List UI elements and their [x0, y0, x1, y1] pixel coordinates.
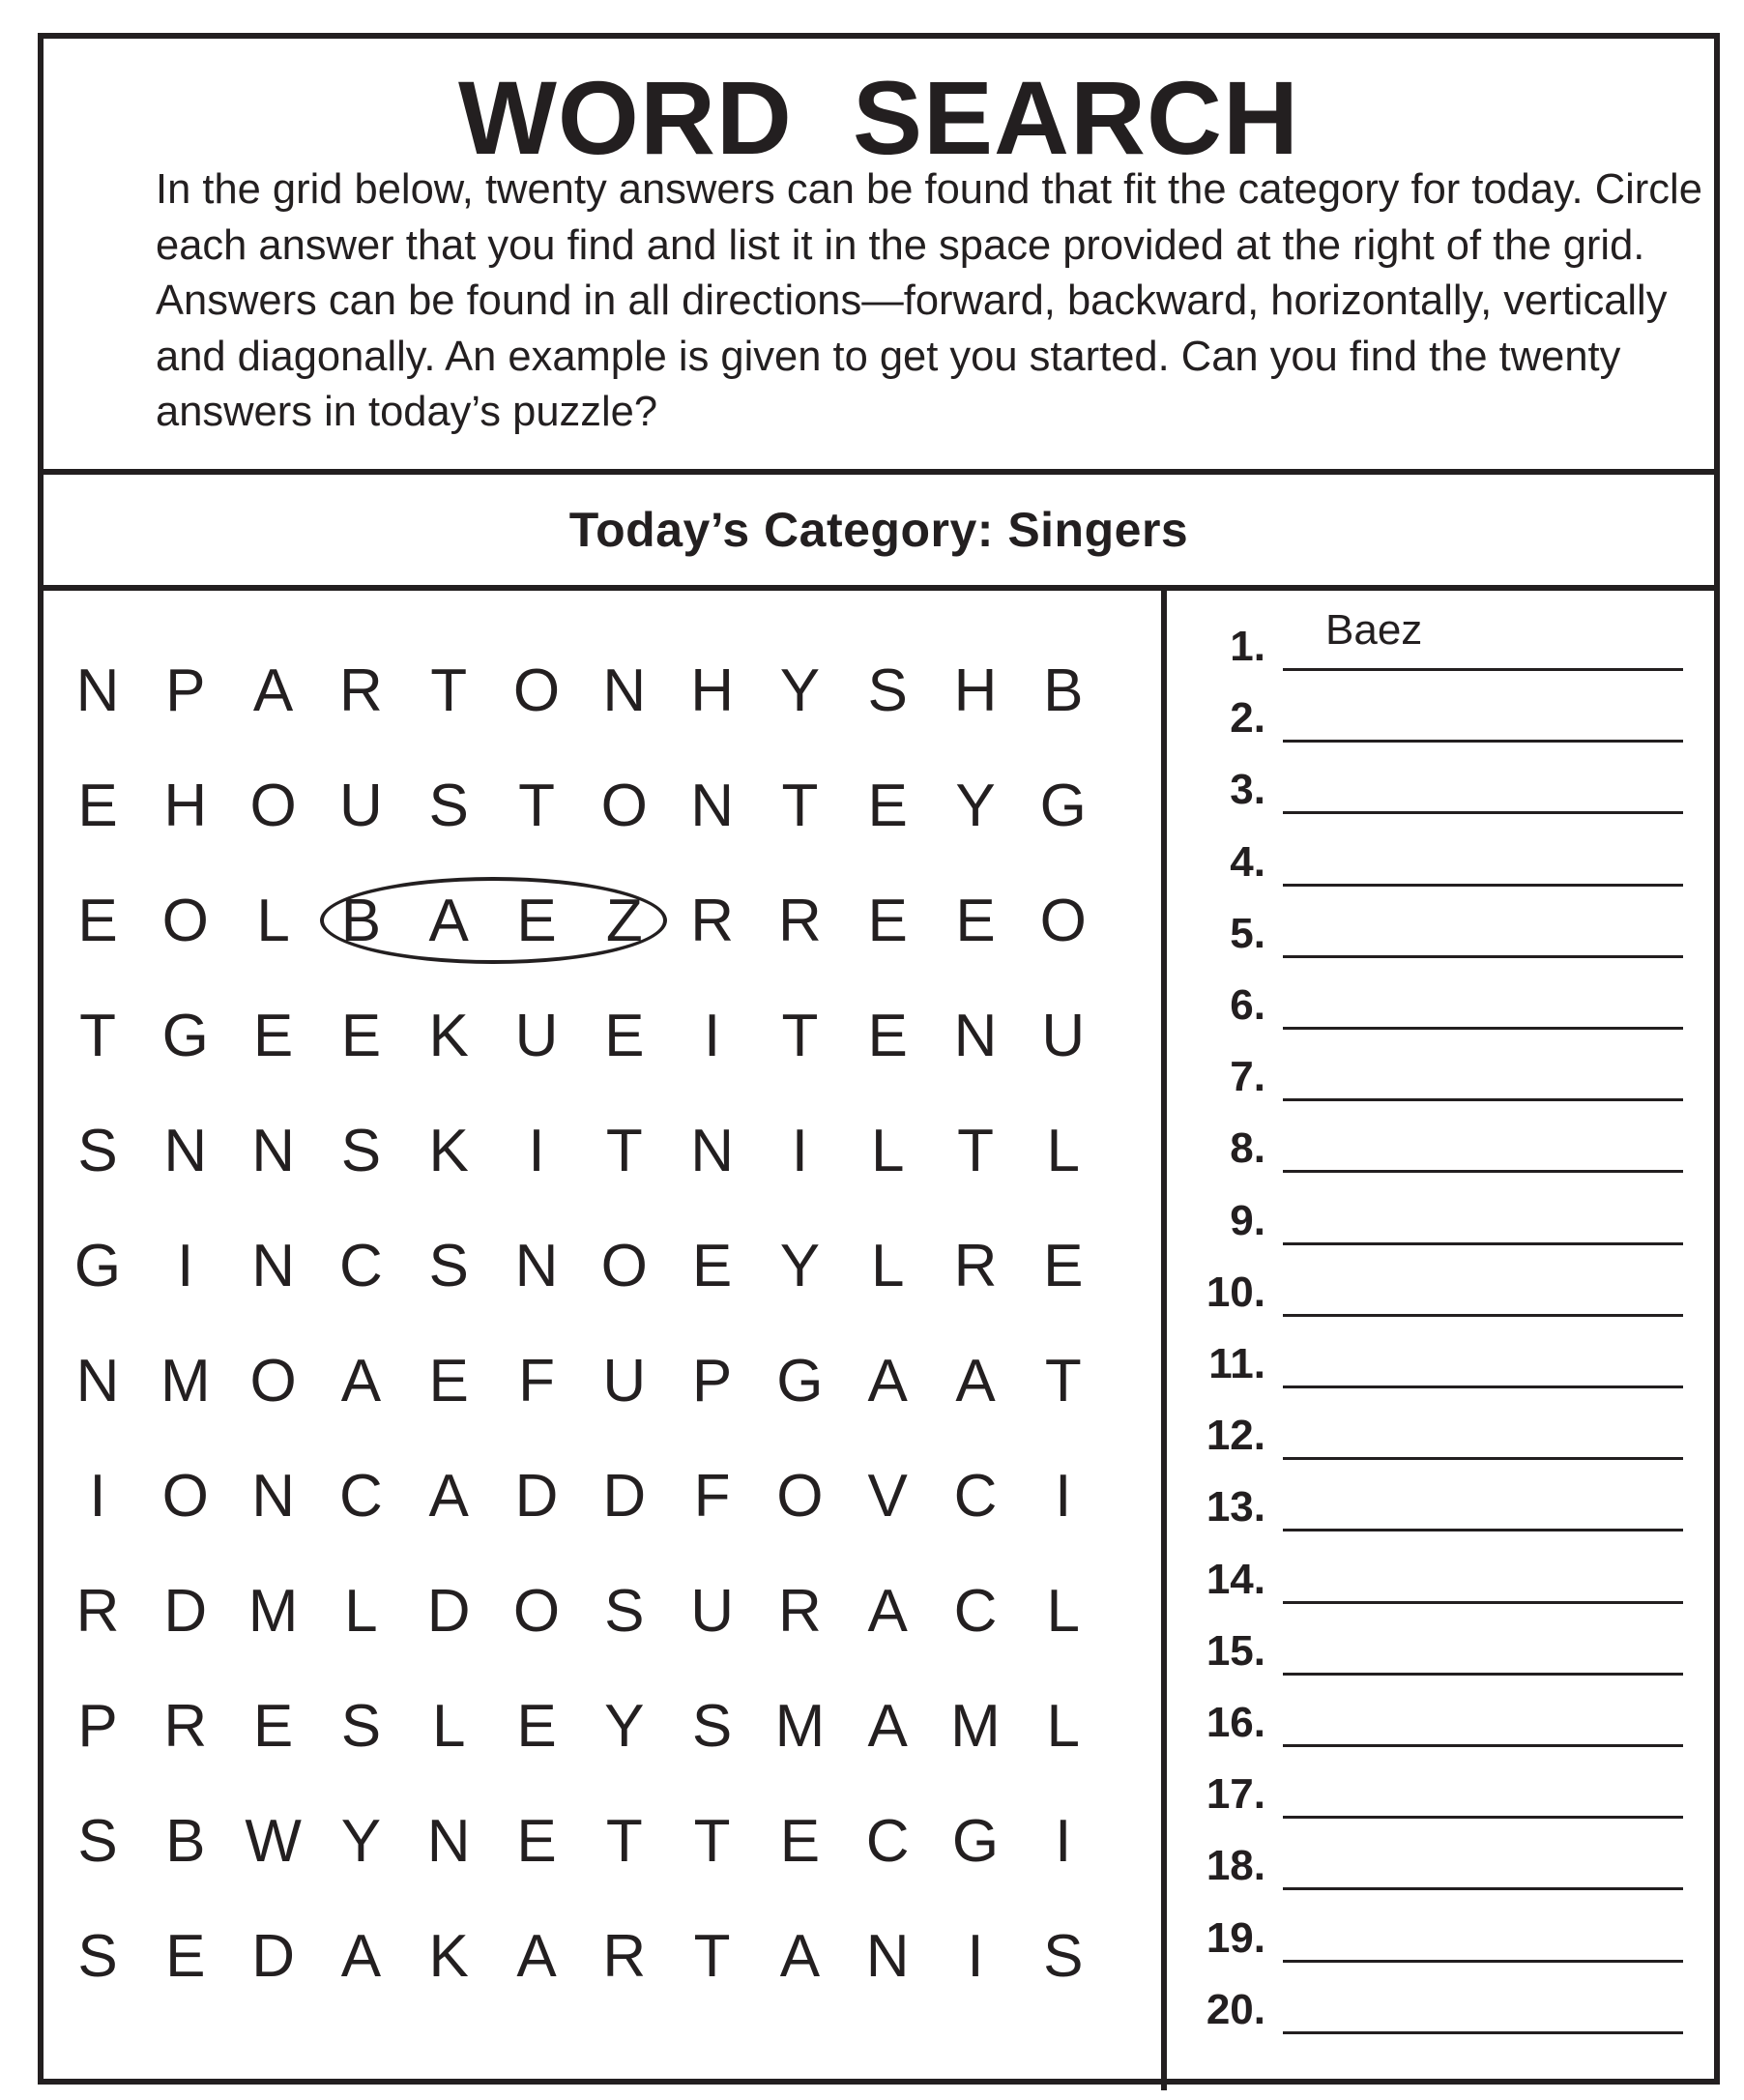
grid-letter[interactable]: S	[77, 1118, 118, 1184]
grid-letter[interactable]: A	[867, 1693, 908, 1760]
grid-letter[interactable]: C	[953, 1463, 998, 1530]
grid-letter[interactable]: O	[249, 773, 297, 839]
grid-letter[interactable]: T	[430, 657, 468, 724]
answer-number: 2.	[1230, 694, 1265, 743]
grid-letter[interactable]: L	[431, 1693, 466, 1760]
answer-blank-line[interactable]	[1283, 1960, 1683, 1963]
answer-blank-line[interactable]	[1283, 1816, 1683, 1819]
answer-number: 9.	[1230, 1196, 1265, 1244]
answer-number: 3.	[1230, 766, 1265, 814]
grid-letter[interactable]: R	[690, 888, 734, 954]
grid-letter[interactable]: T	[781, 1003, 819, 1069]
grid-letter[interactable]: Y	[779, 657, 821, 724]
grid-letter[interactable]: C	[953, 1578, 998, 1645]
grid-letter[interactable]: A	[516, 1923, 557, 1990]
instructions-text: In the grid below, twenty answers can be found that fit the category for today. Circle each answer that you find and list it in the space provided at the right of the grid. Answers can be found in all directions—forward, backward, horizontally, vertically and diagonally. An example is given to get you started. Can you find the twenty answers in today’s puzzle?	[156, 166, 1702, 435]
grid-letter[interactable]: P	[165, 657, 206, 724]
grid-letter[interactable]: A	[340, 1923, 382, 1990]
answer-blank-line[interactable]	[1283, 1601, 1683, 1604]
grid-letter[interactable]: I	[89, 1463, 106, 1530]
grid-letter[interactable]: N	[251, 1118, 295, 1184]
grid-letter[interactable]: T	[957, 1118, 994, 1184]
answer-blank-line[interactable]	[1283, 2031, 1683, 2034]
answer-blank-line[interactable]	[1283, 811, 1683, 814]
answer-number: 11.	[1208, 1340, 1265, 1387]
grid-letter[interactable]: O	[600, 1233, 648, 1299]
answer-blank-line[interactable]	[1283, 668, 1683, 671]
grid-letter[interactable]: N	[251, 1463, 295, 1530]
grid-letter[interactable]: G	[951, 1808, 1000, 1875]
answer-blank-line[interactable]	[1283, 1314, 1683, 1317]
answer-number: 16.	[1206, 1699, 1265, 1746]
answer-list	[1167, 591, 1714, 2085]
grid-letter[interactable]: E	[252, 1693, 294, 1760]
grid-letter[interactable]: T	[693, 1808, 731, 1875]
grid-letter[interactable]: L	[256, 888, 290, 954]
grid-letter[interactable]: F	[518, 1348, 555, 1415]
grid-letter[interactable]: A	[867, 1348, 908, 1415]
answer-number: 10.	[1206, 1268, 1265, 1316]
answer-blank-line[interactable]	[1283, 1170, 1683, 1173]
grid-letter[interactable]: O	[161, 888, 209, 954]
answer-blank-line[interactable]	[1283, 884, 1683, 887]
answer-blank-line[interactable]	[1283, 955, 1683, 958]
grid-letter[interactable]: O	[512, 1578, 561, 1645]
grid-letter[interactable]: L	[1046, 1578, 1081, 1645]
grid-letter[interactable]: K	[428, 1118, 469, 1184]
grid-letter[interactable]: A	[252, 657, 294, 724]
grid-letter[interactable]: O	[600, 773, 648, 839]
answer-text: Baez	[1325, 606, 1423, 654]
grid-letter[interactable]: Y	[604, 1693, 645, 1760]
answer-blank-line[interactable]	[1283, 1242, 1683, 1245]
grid-letter[interactable]: S	[428, 773, 469, 839]
grid-letter[interactable]: Y	[779, 1233, 821, 1299]
grid-letter[interactable]: E	[340, 1003, 382, 1069]
grid-letter[interactable]: E	[867, 1003, 908, 1069]
grid-letter[interactable]: R	[339, 657, 383, 724]
grid-letter[interactable]: N	[426, 1808, 471, 1875]
grid-letter[interactable]: B	[340, 888, 382, 954]
grid-letter[interactable]: S	[77, 1923, 118, 1990]
grid-letter[interactable]: N	[163, 1118, 208, 1184]
grid-letter[interactable]: L	[344, 1578, 378, 1645]
grid-letter[interactable]: E	[604, 1003, 645, 1069]
grid-letter[interactable]: L	[1046, 1118, 1081, 1184]
grid-letter[interactable]: I	[177, 1233, 194, 1299]
answer-blank-line[interactable]	[1283, 1027, 1683, 1030]
grid-letter[interactable]: L	[870, 1233, 905, 1299]
grid-letter[interactable]: M	[950, 1693, 1001, 1760]
grid-letter[interactable]: I	[703, 1003, 721, 1069]
grid-letter[interactable]: E	[516, 1808, 557, 1875]
grid-letter[interactable]: N	[865, 1923, 910, 1990]
answer-blank-line[interactable]	[1283, 1385, 1683, 1388]
grid-letter[interactable]: G	[161, 1003, 209, 1069]
grid-letter[interactable]: B	[165, 1808, 206, 1875]
grid-letter[interactable]: N	[75, 657, 120, 724]
answer-number: 5.	[1230, 909, 1265, 957]
grid-letter[interactable]: U	[602, 1348, 647, 1415]
grid-letter[interactable]: A	[955, 1348, 996, 1415]
grid-letter[interactable]: S	[691, 1693, 733, 1760]
grid-letter[interactable]: W	[245, 1808, 302, 1875]
grid-letter[interactable]: I	[791, 1118, 808, 1184]
grid-letter[interactable]: M	[160, 1348, 211, 1415]
answer-number: 4.	[1230, 837, 1265, 886]
header-panel	[44, 39, 1714, 474]
grid-letter[interactable]: E	[77, 773, 118, 839]
grid-letter[interactable]: L	[870, 1118, 905, 1184]
grid-letter[interactable]: T	[79, 1003, 116, 1069]
page-title: WORD SEARCH	[458, 59, 1299, 176]
grid-letter[interactable]: S	[340, 1693, 382, 1760]
grid-letter[interactable]: M	[774, 1693, 826, 1760]
answer-number: 19.	[1206, 1913, 1265, 1962]
grid-letter[interactable]: E	[252, 1003, 294, 1069]
grid-letter[interactable]: I	[528, 1118, 545, 1184]
grid-letter[interactable]: H	[163, 773, 208, 839]
grid-letter[interactable]: T	[1044, 1348, 1082, 1415]
grid-letter[interactable]: E	[165, 1923, 206, 1990]
grid-letter[interactable]: E	[779, 1808, 821, 1875]
grid-letter[interactable]: R	[778, 1578, 822, 1645]
grid-letter[interactable]: Z	[605, 888, 643, 954]
grid-letter[interactable]: H	[953, 657, 998, 724]
grid-letter[interactable]: E	[428, 1348, 469, 1415]
letter-grid	[44, 591, 1161, 2085]
grid-letter[interactable]: D	[251, 1923, 295, 1990]
grid-letter[interactable]: B	[1043, 657, 1084, 724]
grid-letter[interactable]: C	[865, 1808, 910, 1875]
answer-number: 1.	[1230, 623, 1265, 670]
answer-number: 6.	[1230, 981, 1265, 1029]
grid-letter[interactable]: T	[605, 1808, 643, 1875]
grid-letter[interactable]: U	[339, 773, 383, 839]
answer-blank-line[interactable]	[1283, 1673, 1683, 1676]
grid-letter[interactable]: K	[428, 1003, 469, 1069]
answer-blank-line[interactable]	[1283, 1887, 1683, 1890]
grid-letter[interactable]: Y	[340, 1808, 382, 1875]
grid-letter[interactable]: I	[967, 1923, 984, 1990]
grid-letter[interactable]: E	[691, 1233, 733, 1299]
grid-letter[interactable]: Y	[955, 773, 996, 839]
grid-letter[interactable]: N	[251, 1233, 295, 1299]
grid-letter[interactable]: U	[690, 1578, 734, 1645]
grid-letter[interactable]: D	[163, 1578, 208, 1645]
grid-letter[interactable]: D	[426, 1578, 471, 1645]
grid-letter[interactable]: P	[77, 1693, 118, 1760]
grid-letter[interactable]: N	[514, 1233, 559, 1299]
grid-letter[interactable]: O	[512, 657, 561, 724]
grid-letter[interactable]: N	[602, 657, 647, 724]
grid-letter[interactable]: N	[690, 1118, 734, 1184]
answer-blank-line[interactable]	[1283, 1529, 1683, 1531]
grid-letter[interactable]: C	[339, 1463, 383, 1530]
grid-letter[interactable]: T	[693, 1923, 731, 1990]
category-label: Today’s Category: Singers	[568, 503, 1189, 557]
grid-letter[interactable]: R	[602, 1923, 647, 1990]
grid-letter[interactable]: S	[604, 1578, 645, 1645]
grid-letter[interactable]: P	[691, 1348, 733, 1415]
grid-letter[interactable]: F	[693, 1463, 731, 1530]
grid-letter[interactable]: R	[953, 1233, 998, 1299]
grid-letter[interactable]: T	[605, 1118, 643, 1184]
grid-letter[interactable]: E	[955, 888, 996, 954]
answer-number: 7.	[1230, 1053, 1265, 1101]
answer-blank-line[interactable]	[1283, 740, 1683, 743]
grid-letter[interactable]: T	[781, 773, 819, 839]
answer-number: 18.	[1206, 1842, 1265, 1890]
grid-letter[interactable]: S	[867, 657, 908, 724]
grid-letter[interactable]: D	[514, 1463, 559, 1530]
grid-letter[interactable]: A	[428, 1463, 469, 1530]
answer-number: 20.	[1206, 1985, 1265, 2033]
grid-letter[interactable]: O	[161, 1463, 209, 1530]
answer-number: 12.	[1206, 1412, 1265, 1460]
grid-letter[interactable]: N	[75, 1348, 120, 1415]
grid-letter[interactable]: E	[77, 888, 118, 954]
grid-letter[interactable]: U	[1041, 1003, 1086, 1069]
answer-blank-line[interactable]	[1283, 1457, 1683, 1460]
grid-letter[interactable]: S	[77, 1808, 118, 1875]
grid-letter[interactable]: I	[1055, 1463, 1072, 1530]
grid-letter[interactable]: O	[1039, 888, 1087, 954]
answer-number: 15.	[1206, 1626, 1265, 1675]
grid-letter[interactable]: S	[428, 1233, 469, 1299]
grid-letter[interactable]: N	[953, 1003, 998, 1069]
grid-letter[interactable]: R	[163, 1693, 208, 1760]
grid-letter[interactable]: N	[690, 773, 734, 839]
grid-letter[interactable]: V	[867, 1463, 908, 1530]
grid-letter[interactable]: R	[75, 1578, 120, 1645]
grid-letter[interactable]: A	[428, 888, 469, 954]
grid-letter[interactable]: A	[867, 1578, 908, 1645]
grid-letter[interactable]: R	[778, 888, 822, 954]
grid-letter[interactable]: G	[1039, 773, 1087, 839]
grid-letter[interactable]: T	[518, 773, 555, 839]
grid-letter[interactable]: E	[1043, 1233, 1084, 1299]
grid-letter[interactable]: D	[602, 1463, 647, 1530]
answer-number: 14.	[1206, 1555, 1265, 1603]
grid-letter[interactable]: S	[1043, 1923, 1084, 1990]
answer-blank-line[interactable]	[1283, 1098, 1683, 1101]
grid-letter[interactable]: O	[249, 1348, 297, 1415]
grid-letter[interactable]: E	[516, 888, 557, 954]
answer-number: 17.	[1206, 1770, 1265, 1819]
grid-letter[interactable]: K	[428, 1923, 469, 1990]
grid-letter[interactable]: U	[514, 1003, 559, 1069]
grid-letter[interactable]: E	[867, 888, 908, 954]
answer-blank-line[interactable]	[1283, 1744, 1683, 1747]
grid-letter[interactable]: G	[73, 1233, 122, 1299]
grid-letter[interactable]: L	[1046, 1693, 1081, 1760]
grid-letter[interactable]: A	[779, 1923, 821, 1990]
grid-letter[interactable]: E	[516, 1693, 557, 1760]
grid-letter[interactable]: E	[867, 773, 908, 839]
grid-letter[interactable]: G	[776, 1348, 824, 1415]
grid-letter[interactable]: C	[339, 1233, 383, 1299]
answer-number: 13.	[1206, 1483, 1265, 1531]
answer-number: 8.	[1230, 1124, 1265, 1173]
grid-letter[interactable]: A	[340, 1348, 382, 1415]
grid-letter[interactable]: O	[776, 1463, 824, 1530]
grid-letter[interactable]: H	[690, 657, 734, 724]
category-bar	[44, 475, 1714, 585]
grid-letter[interactable]: I	[1055, 1808, 1072, 1875]
word-search-sheet	[38, 33, 1720, 2085]
grid-letter[interactable]: S	[340, 1118, 382, 1184]
grid-letter[interactable]: M	[247, 1578, 299, 1645]
